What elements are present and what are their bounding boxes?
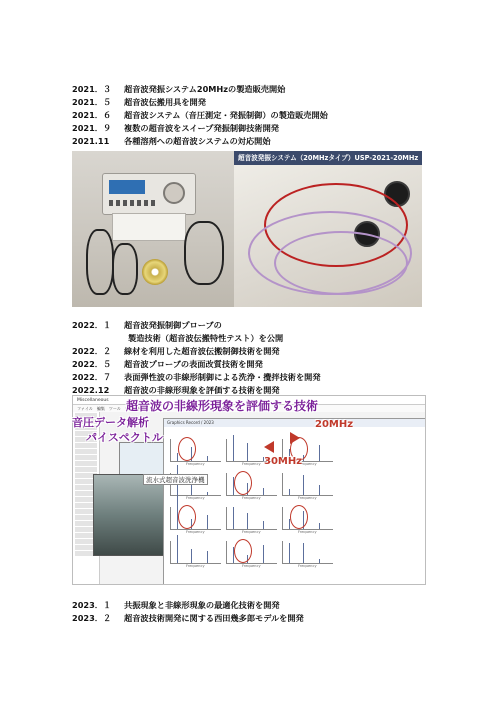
spectrum-peak [319, 523, 320, 529]
highlight-circle [290, 505, 308, 529]
spectrum-peak [303, 543, 304, 563]
history-2021-item: 2021.11 各種溶剤への超音波システムの対応開始 [72, 136, 271, 146]
history-2022-item: 製造技術（超音波伝搬特性テスト）を公開 [128, 333, 284, 343]
axis-label: Frequency [242, 530, 261, 534]
spectrum-peak [233, 435, 234, 461]
axis-label: Frequency [298, 530, 317, 534]
spectrum-plot [222, 505, 278, 537]
app-menu-bar: ファイル 編集 ツール ウインドウ [73, 405, 425, 412]
tank-label: 流水式超音波洗浄機 [143, 474, 208, 485]
arrow-left-icon [264, 441, 274, 453]
axis-label: Frequency [186, 530, 205, 534]
spectrum-plot [278, 539, 334, 571]
plot-axes [282, 541, 333, 564]
history-2022-item: 2022.12 超音波の非線形現象を評価する技術を開発 [72, 385, 280, 395]
spectrum-peak [319, 445, 320, 461]
plot-axes [282, 473, 333, 496]
spectrum-plot [166, 437, 222, 469]
axis-label: Frequency [186, 462, 205, 466]
history-2022-item: 2022．５ 超音波プローブの表面改質技術を開発 [72, 359, 263, 369]
spectrum-peak [263, 545, 264, 563]
usb-cable [112, 243, 138, 295]
spectrum-plot [278, 471, 334, 503]
spectrum-peak [207, 551, 208, 563]
spectrum-peak [207, 456, 208, 461]
software-cd [142, 259, 168, 285]
axis-label: Frequency [242, 496, 261, 500]
plot-axes [226, 507, 277, 530]
spectrum-plot [222, 471, 278, 503]
highlight-circle [234, 471, 252, 495]
spectrum-peak [233, 507, 234, 529]
spectrum-peak [207, 515, 208, 529]
spectrum-peak [263, 521, 264, 529]
generator-display [109, 180, 145, 194]
lead-wire [274, 231, 408, 295]
plot-axes [170, 541, 221, 564]
spectrum-plot [222, 539, 278, 571]
spectrum-peak [289, 543, 290, 563]
spectrum-peak [247, 443, 248, 461]
overlay-title: 超音波の非線形現象を評価する技術 [125, 399, 318, 413]
power-cable [86, 229, 114, 295]
axis-label: Frequency [186, 564, 205, 568]
probe-cable [184, 221, 224, 285]
graph-window-title: Graphics Record / 2023 [164, 419, 426, 427]
highlight-circle [178, 505, 196, 529]
generator-buttons [109, 200, 157, 206]
axis-label: Frequency [242, 462, 261, 466]
spectrum-peak [263, 488, 264, 495]
history-2021-item: 2021．６ 超音波システム（音圧測定・発振制御）の製造販売開始 [72, 110, 328, 120]
generator-stand [112, 213, 186, 241]
axis-label: Frequency [298, 564, 317, 568]
axis-label: Frequency [298, 462, 317, 466]
photo-banner: 超音波発振システム（20MHzタイプ）USP-2021-20MHz [234, 151, 422, 165]
highlight-circle [178, 437, 196, 461]
frequency-label-low: 30MHz [264, 456, 303, 467]
generator-knob [163, 182, 185, 204]
product-photo [72, 151, 422, 307]
history-2022-item: 2022．２ 線材を利用した超音波伝搬制御技術を開発 [72, 346, 280, 356]
arrow-right-icon [290, 432, 300, 444]
spectrum-plot [166, 505, 222, 537]
spectrum-plot [278, 505, 334, 537]
spectrum-peak [247, 513, 248, 529]
spectrum-peak [319, 485, 320, 495]
spectrum-peak [207, 492, 208, 495]
history-2021-item: 2021．９ 複数の超音波をスイープ発振制御技術開発 [72, 123, 279, 133]
history-2023-item: 2023．２ 超音波技術開発に関する西田幾多郎モデルを開発 [72, 613, 304, 623]
axis-label: Frequency [298, 496, 317, 500]
spectrum-peak [177, 453, 178, 461]
spectrum-peak [289, 489, 290, 495]
cleaning-tank-photo [93, 474, 173, 556]
overlay-label-bispectrum: パイスペクトル [86, 431, 163, 444]
axis-label: Frequency [242, 564, 261, 568]
history-2021-item: 2021．３ 超音波発振システム20MHzの製造販売開始 [72, 84, 286, 94]
history-2022-item: 2022．７ 表面弾性波の非線形制御による洗浄・攪拌技術を開発 [72, 372, 321, 382]
app-window-title: Miscellaneous [73, 396, 425, 405]
history-2022-item: 2022．１ 超音波発振制御プローブの [72, 320, 222, 330]
frequency-label-high: 20MHz [315, 419, 354, 430]
spectrum-plot [166, 539, 222, 571]
axis-label: Frequency [186, 496, 205, 500]
history-2021-item: 2021．５ 超音波伝搬用具を開発 [72, 97, 206, 107]
spectrum-peak [319, 559, 320, 563]
overlay-label-pressure: 音圧データ解析 [72, 416, 149, 429]
spectrum-peak [303, 475, 304, 495]
spectrum-peak [177, 535, 178, 563]
history-2023-item: 2023．１ 共振現象と非線形現象の最適化技術を開発 [72, 600, 280, 610]
signal-generator [102, 173, 196, 215]
generator-kit-photo [72, 151, 234, 307]
probe-photo [234, 151, 422, 307]
highlight-circle [234, 539, 252, 563]
spectrum-peak [191, 549, 192, 563]
